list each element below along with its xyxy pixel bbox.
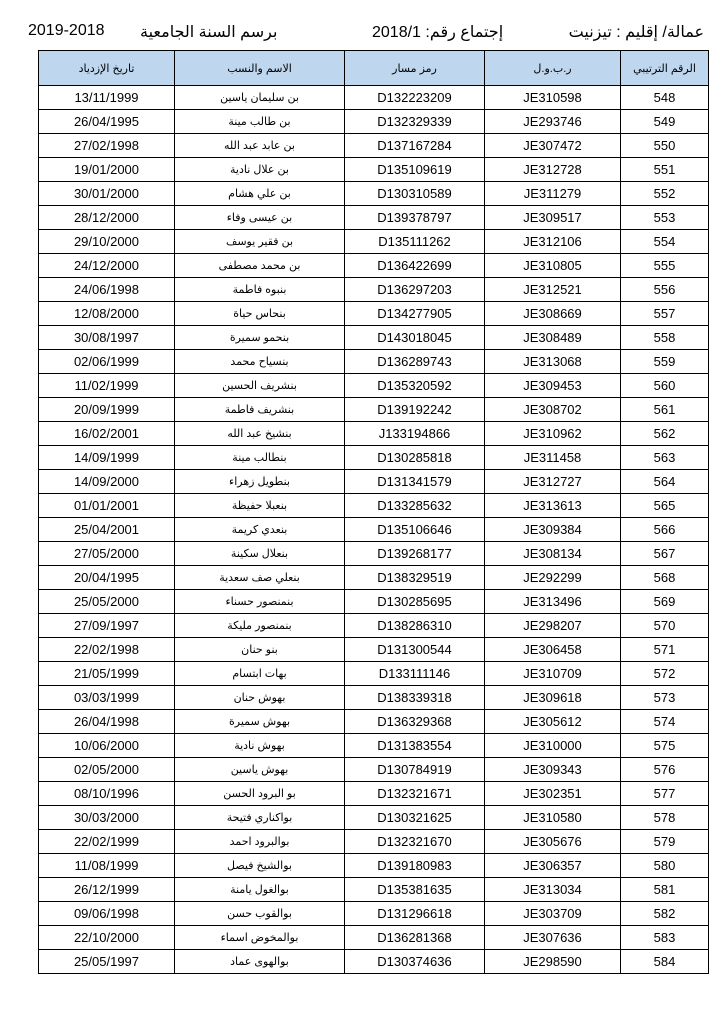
cell-cin: JE310709 — [485, 662, 621, 686]
cell-cin: JE312521 — [485, 278, 621, 302]
cell-massar-code: D130285818 — [345, 446, 485, 470]
cell-name: بنعلال سكينة — [175, 542, 345, 566]
cell-serial-number: 558 — [621, 326, 709, 350]
academic-year: 2019-2018 — [28, 22, 105, 39]
cell-massar-code: D136281368 — [345, 926, 485, 950]
table-row — [39, 542, 709, 566]
cell-massar-code: D138329519 — [345, 566, 485, 590]
cell-name: بن فقير يوسف — [175, 230, 345, 254]
cell-serial-number: 577 — [621, 782, 709, 806]
cell-cin: JE308489 — [485, 326, 621, 350]
cell-name: بوالغول يامنة — [175, 878, 345, 902]
cell-serial-number: 572 — [621, 662, 709, 686]
cell-cin: JE308669 — [485, 302, 621, 326]
table-row — [39, 302, 709, 326]
cell-massar-code: D136297203 — [345, 278, 485, 302]
cell-serial-number: 551 — [621, 158, 709, 182]
table-row — [39, 254, 709, 278]
cell-birthdate: 03/03/1999 — [39, 686, 175, 710]
cell-name: بنمنصور مليكة — [175, 614, 345, 638]
table-row — [39, 614, 709, 638]
cell-name: بنشريف الحسين — [175, 374, 345, 398]
cell-birthdate: 12/08/2000 — [39, 302, 175, 326]
table-row — [39, 710, 709, 734]
column-header-massar-code: رمز مسار — [345, 51, 485, 86]
cell-birthdate: 25/04/2001 — [39, 518, 175, 542]
cell-name: بنبوه فاطمة — [175, 278, 345, 302]
table-row — [39, 638, 709, 662]
table-row — [39, 686, 709, 710]
cell-birthdate: 30/03/2000 — [39, 806, 175, 830]
cell-birthdate: 10/06/2000 — [39, 734, 175, 758]
cell-birthdate: 14/09/2000 — [39, 470, 175, 494]
cell-serial-number: 567 — [621, 542, 709, 566]
cell-birthdate: 22/02/1999 — [39, 830, 175, 854]
table-row — [39, 566, 709, 590]
cell-serial-number: 564 — [621, 470, 709, 494]
cell-massar-code: D135381635 — [345, 878, 485, 902]
cell-cin: JE310000 — [485, 734, 621, 758]
cell-massar-code: D130285695 — [345, 590, 485, 614]
table-row — [39, 230, 709, 254]
cell-massar-code: D135109619 — [345, 158, 485, 182]
cell-serial-number: 554 — [621, 230, 709, 254]
cell-name: بنطويل زهراء — [175, 470, 345, 494]
cell-massar-code: D136422699 — [345, 254, 485, 278]
column-header-cin: ر.ب.و.ل — [485, 51, 621, 86]
cell-birthdate: 25/05/1997 — [39, 950, 175, 974]
cell-massar-code: D132329339 — [345, 110, 485, 134]
table-header-row — [39, 51, 709, 86]
table-row — [39, 422, 709, 446]
column-header-name: الاسم والنسب — [175, 51, 345, 86]
cell-massar-code: D135106646 — [345, 518, 485, 542]
cell-name: بهات ابتسام — [175, 662, 345, 686]
cell-serial-number: 563 — [621, 446, 709, 470]
cell-name: بن عابد عبد الله — [175, 134, 345, 158]
cell-cin: JE309517 — [485, 206, 621, 230]
cell-massar-code: D133285632 — [345, 494, 485, 518]
cell-name: بوالمخوض اسماء — [175, 926, 345, 950]
cell-cin: JE309453 — [485, 374, 621, 398]
cell-massar-code: D131341579 — [345, 470, 485, 494]
cell-name: بهوش حنان — [175, 686, 345, 710]
cell-serial-number: 560 — [621, 374, 709, 398]
cell-massar-code: D134277905 — [345, 302, 485, 326]
cell-serial-number: 583 — [621, 926, 709, 950]
cell-massar-code: D139180983 — [345, 854, 485, 878]
cell-name: بواكناري فتيحة — [175, 806, 345, 830]
table-row — [39, 182, 709, 206]
table-row — [39, 86, 709, 110]
table-row — [39, 470, 709, 494]
cell-birthdate: 22/10/2000 — [39, 926, 175, 950]
column-header-birthdate: تاريخ الإزدياد — [39, 51, 175, 86]
cell-serial-number: 561 — [621, 398, 709, 422]
table-row — [39, 446, 709, 470]
table-row — [39, 590, 709, 614]
cell-serial-number: 569 — [621, 590, 709, 614]
cell-serial-number: 573 — [621, 686, 709, 710]
cell-birthdate: 27/05/2000 — [39, 542, 175, 566]
cell-cin: JE308702 — [485, 398, 621, 422]
cell-cin: JE305676 — [485, 830, 621, 854]
cell-cin: JE313613 — [485, 494, 621, 518]
cell-serial-number: 575 — [621, 734, 709, 758]
meeting-number: إجتماع رقم: 2018/1 — [372, 24, 504, 41]
table-row — [39, 662, 709, 686]
cell-name: بنسياح محمد — [175, 350, 345, 374]
cell-serial-number: 548 — [621, 86, 709, 110]
cell-cin: JE292299 — [485, 566, 621, 590]
cell-massar-code: D136289743 — [345, 350, 485, 374]
cell-name: بنطالب مينة — [175, 446, 345, 470]
cell-birthdate: 27/09/1997 — [39, 614, 175, 638]
table-row — [39, 734, 709, 758]
cell-cin: JE298207 — [485, 614, 621, 638]
cell-birthdate: 24/06/1998 — [39, 278, 175, 302]
cell-birthdate: 16/02/2001 — [39, 422, 175, 446]
cell-cin: JE312106 — [485, 230, 621, 254]
cell-cin: JE310962 — [485, 422, 621, 446]
cell-serial-number: 570 — [621, 614, 709, 638]
cell-birthdate: 22/02/1998 — [39, 638, 175, 662]
cell-name: بن علال نادية — [175, 158, 345, 182]
cell-massar-code: D132321670 — [345, 830, 485, 854]
cell-massar-code: D130321625 — [345, 806, 485, 830]
academic-year-label: برسم السنة الجامعية — [140, 24, 278, 41]
cell-massar-code: D138286310 — [345, 614, 485, 638]
table-row — [39, 830, 709, 854]
cell-cin: JE312728 — [485, 158, 621, 182]
cell-massar-code: D132321671 — [345, 782, 485, 806]
cell-name: بهوش نادية — [175, 734, 345, 758]
table-row — [39, 134, 709, 158]
cell-birthdate: 28/12/2000 — [39, 206, 175, 230]
cell-massar-code: D130310589 — [345, 182, 485, 206]
cell-name: بنحاس حياة — [175, 302, 345, 326]
cell-serial-number: 571 — [621, 638, 709, 662]
cell-cin: JE306357 — [485, 854, 621, 878]
cell-serial-number: 559 — [621, 350, 709, 374]
cell-name: بنمنصور حسناء — [175, 590, 345, 614]
cell-cin: JE311458 — [485, 446, 621, 470]
cell-massar-code: D139192242 — [345, 398, 485, 422]
column-header-serial-number: الرقم الترتيبي — [621, 51, 709, 86]
cell-serial-number: 565 — [621, 494, 709, 518]
cell-serial-number: 578 — [621, 806, 709, 830]
cell-name: بنعبلا حفيظة — [175, 494, 345, 518]
cell-serial-number: 566 — [621, 518, 709, 542]
cell-birthdate: 14/09/1999 — [39, 446, 175, 470]
cell-birthdate: 01/01/2001 — [39, 494, 175, 518]
cell-birthdate: 13/11/1999 — [39, 86, 175, 110]
cell-birthdate: 20/09/1999 — [39, 398, 175, 422]
table-row — [39, 854, 709, 878]
cell-name: بنو حنان — [175, 638, 345, 662]
cell-cin: JE293746 — [485, 110, 621, 134]
cell-cin: JE307472 — [485, 134, 621, 158]
table-row — [39, 206, 709, 230]
cell-birthdate: 26/12/1999 — [39, 878, 175, 902]
cell-cin: JE309343 — [485, 758, 621, 782]
cell-name: بن طالب مينة — [175, 110, 345, 134]
cell-birthdate: 02/06/1999 — [39, 350, 175, 374]
cell-name: بنحمو سميرة — [175, 326, 345, 350]
cell-serial-number: 550 — [621, 134, 709, 158]
cell-cin: JE312727 — [485, 470, 621, 494]
table-row — [39, 878, 709, 902]
table-row — [39, 278, 709, 302]
table-row — [39, 326, 709, 350]
cell-birthdate: 02/05/2000 — [39, 758, 175, 782]
cell-massar-code: D136329368 — [345, 710, 485, 734]
table-row — [39, 110, 709, 134]
cell-birthdate: 11/08/1999 — [39, 854, 175, 878]
cell-serial-number: 568 — [621, 566, 709, 590]
cell-cin: JE305612 — [485, 710, 621, 734]
cell-massar-code: D132223209 — [345, 86, 485, 110]
cell-serial-number: 584 — [621, 950, 709, 974]
page-header — [22, 18, 706, 44]
cell-serial-number: 582 — [621, 902, 709, 926]
cell-name: بن عيسى وفاء — [175, 206, 345, 230]
cell-birthdate: 26/04/1998 — [39, 710, 175, 734]
cell-birthdate: 19/01/2000 — [39, 158, 175, 182]
cell-birthdate: 30/08/1997 — [39, 326, 175, 350]
cell-cin: JE313068 — [485, 350, 621, 374]
cell-massar-code: D133111146 — [345, 662, 485, 686]
cell-massar-code: D138339318 — [345, 686, 485, 710]
table-row — [39, 806, 709, 830]
cell-massar-code: D135111262 — [345, 230, 485, 254]
cell-birthdate: 24/12/2000 — [39, 254, 175, 278]
cell-birthdate: 21/05/1999 — [39, 662, 175, 686]
cell-serial-number: 580 — [621, 854, 709, 878]
cell-massar-code: D139268177 — [345, 542, 485, 566]
table-row — [39, 494, 709, 518]
students-table — [38, 50, 709, 974]
cell-serial-number: 581 — [621, 878, 709, 902]
cell-birthdate: 26/04/1995 — [39, 110, 175, 134]
cell-birthdate: 29/10/2000 — [39, 230, 175, 254]
cell-serial-number: 553 — [621, 206, 709, 230]
cell-name: بوالقوب حسن — [175, 902, 345, 926]
cell-serial-number: 549 — [621, 110, 709, 134]
cell-name: بوالهوى عماد — [175, 950, 345, 974]
cell-cin: JE310580 — [485, 806, 621, 830]
cell-massar-code: D131300544 — [345, 638, 485, 662]
cell-cin: JE298590 — [485, 950, 621, 974]
cell-serial-number: 576 — [621, 758, 709, 782]
table-row — [39, 350, 709, 374]
cell-birthdate: 08/10/1996 — [39, 782, 175, 806]
cell-name: بن محمد مصطفى — [175, 254, 345, 278]
cell-cin: JE309384 — [485, 518, 621, 542]
table-row — [39, 950, 709, 974]
province-label: عمالة/ إقليم : تيزنيت — [568, 24, 704, 41]
cell-name: بنشريف فاطمة — [175, 398, 345, 422]
cell-name: بوالبرود احمد — [175, 830, 345, 854]
cell-cin: JE306458 — [485, 638, 621, 662]
cell-name: بوالشيخ فيصل — [175, 854, 345, 878]
cell-serial-number: 557 — [621, 302, 709, 326]
cell-massar-code: D130374636 — [345, 950, 485, 974]
cell-birthdate: 27/02/1998 — [39, 134, 175, 158]
cell-name: بنعدي كريمة — [175, 518, 345, 542]
table-row — [39, 158, 709, 182]
cell-name: بهوش سميرة — [175, 710, 345, 734]
cell-massar-code: D131383554 — [345, 734, 485, 758]
cell-serial-number: 556 — [621, 278, 709, 302]
cell-name: بنشيخ عبد الله — [175, 422, 345, 446]
cell-massar-code: D137167284 — [345, 134, 485, 158]
cell-birthdate: 20/04/1995 — [39, 566, 175, 590]
cell-birthdate: 11/02/1999 — [39, 374, 175, 398]
table-row — [39, 758, 709, 782]
cell-serial-number: 579 — [621, 830, 709, 854]
cell-massar-code: D130784919 — [345, 758, 485, 782]
table-row — [39, 902, 709, 926]
cell-cin: JE311279 — [485, 182, 621, 206]
cell-massar-code: D139378797 — [345, 206, 485, 230]
cell-cin: JE310805 — [485, 254, 621, 278]
table-row — [39, 374, 709, 398]
cell-massar-code: D131296618 — [345, 902, 485, 926]
cell-name: بهوش ياسين — [175, 758, 345, 782]
cell-name: بن علي هشام — [175, 182, 345, 206]
cell-cin: JE308134 — [485, 542, 621, 566]
cell-cin: JE309618 — [485, 686, 621, 710]
table-row — [39, 518, 709, 542]
cell-serial-number: 555 — [621, 254, 709, 278]
table-row — [39, 926, 709, 950]
cell-massar-code: D135320592 — [345, 374, 485, 398]
cell-birthdate: 09/06/1998 — [39, 902, 175, 926]
cell-serial-number: 552 — [621, 182, 709, 206]
cell-serial-number: 574 — [621, 710, 709, 734]
cell-name: بنعلي صف سعدية — [175, 566, 345, 590]
cell-cin: JE313034 — [485, 878, 621, 902]
table-row — [39, 398, 709, 422]
cell-massar-code: D143018045 — [345, 326, 485, 350]
cell-birthdate: 25/05/2000 — [39, 590, 175, 614]
cell-cin: JE313496 — [485, 590, 621, 614]
cell-name: بن سليمان ياسين — [175, 86, 345, 110]
cell-name: بو البرود الحسن — [175, 782, 345, 806]
cell-serial-number: 562 — [621, 422, 709, 446]
cell-birthdate: 30/01/2000 — [39, 182, 175, 206]
table-row — [39, 782, 709, 806]
cell-cin: JE303709 — [485, 902, 621, 926]
cell-massar-code: J133194866 — [345, 422, 485, 446]
cell-cin: JE307636 — [485, 926, 621, 950]
cell-cin: JE310598 — [485, 86, 621, 110]
cell-cin: JE302351 — [485, 782, 621, 806]
